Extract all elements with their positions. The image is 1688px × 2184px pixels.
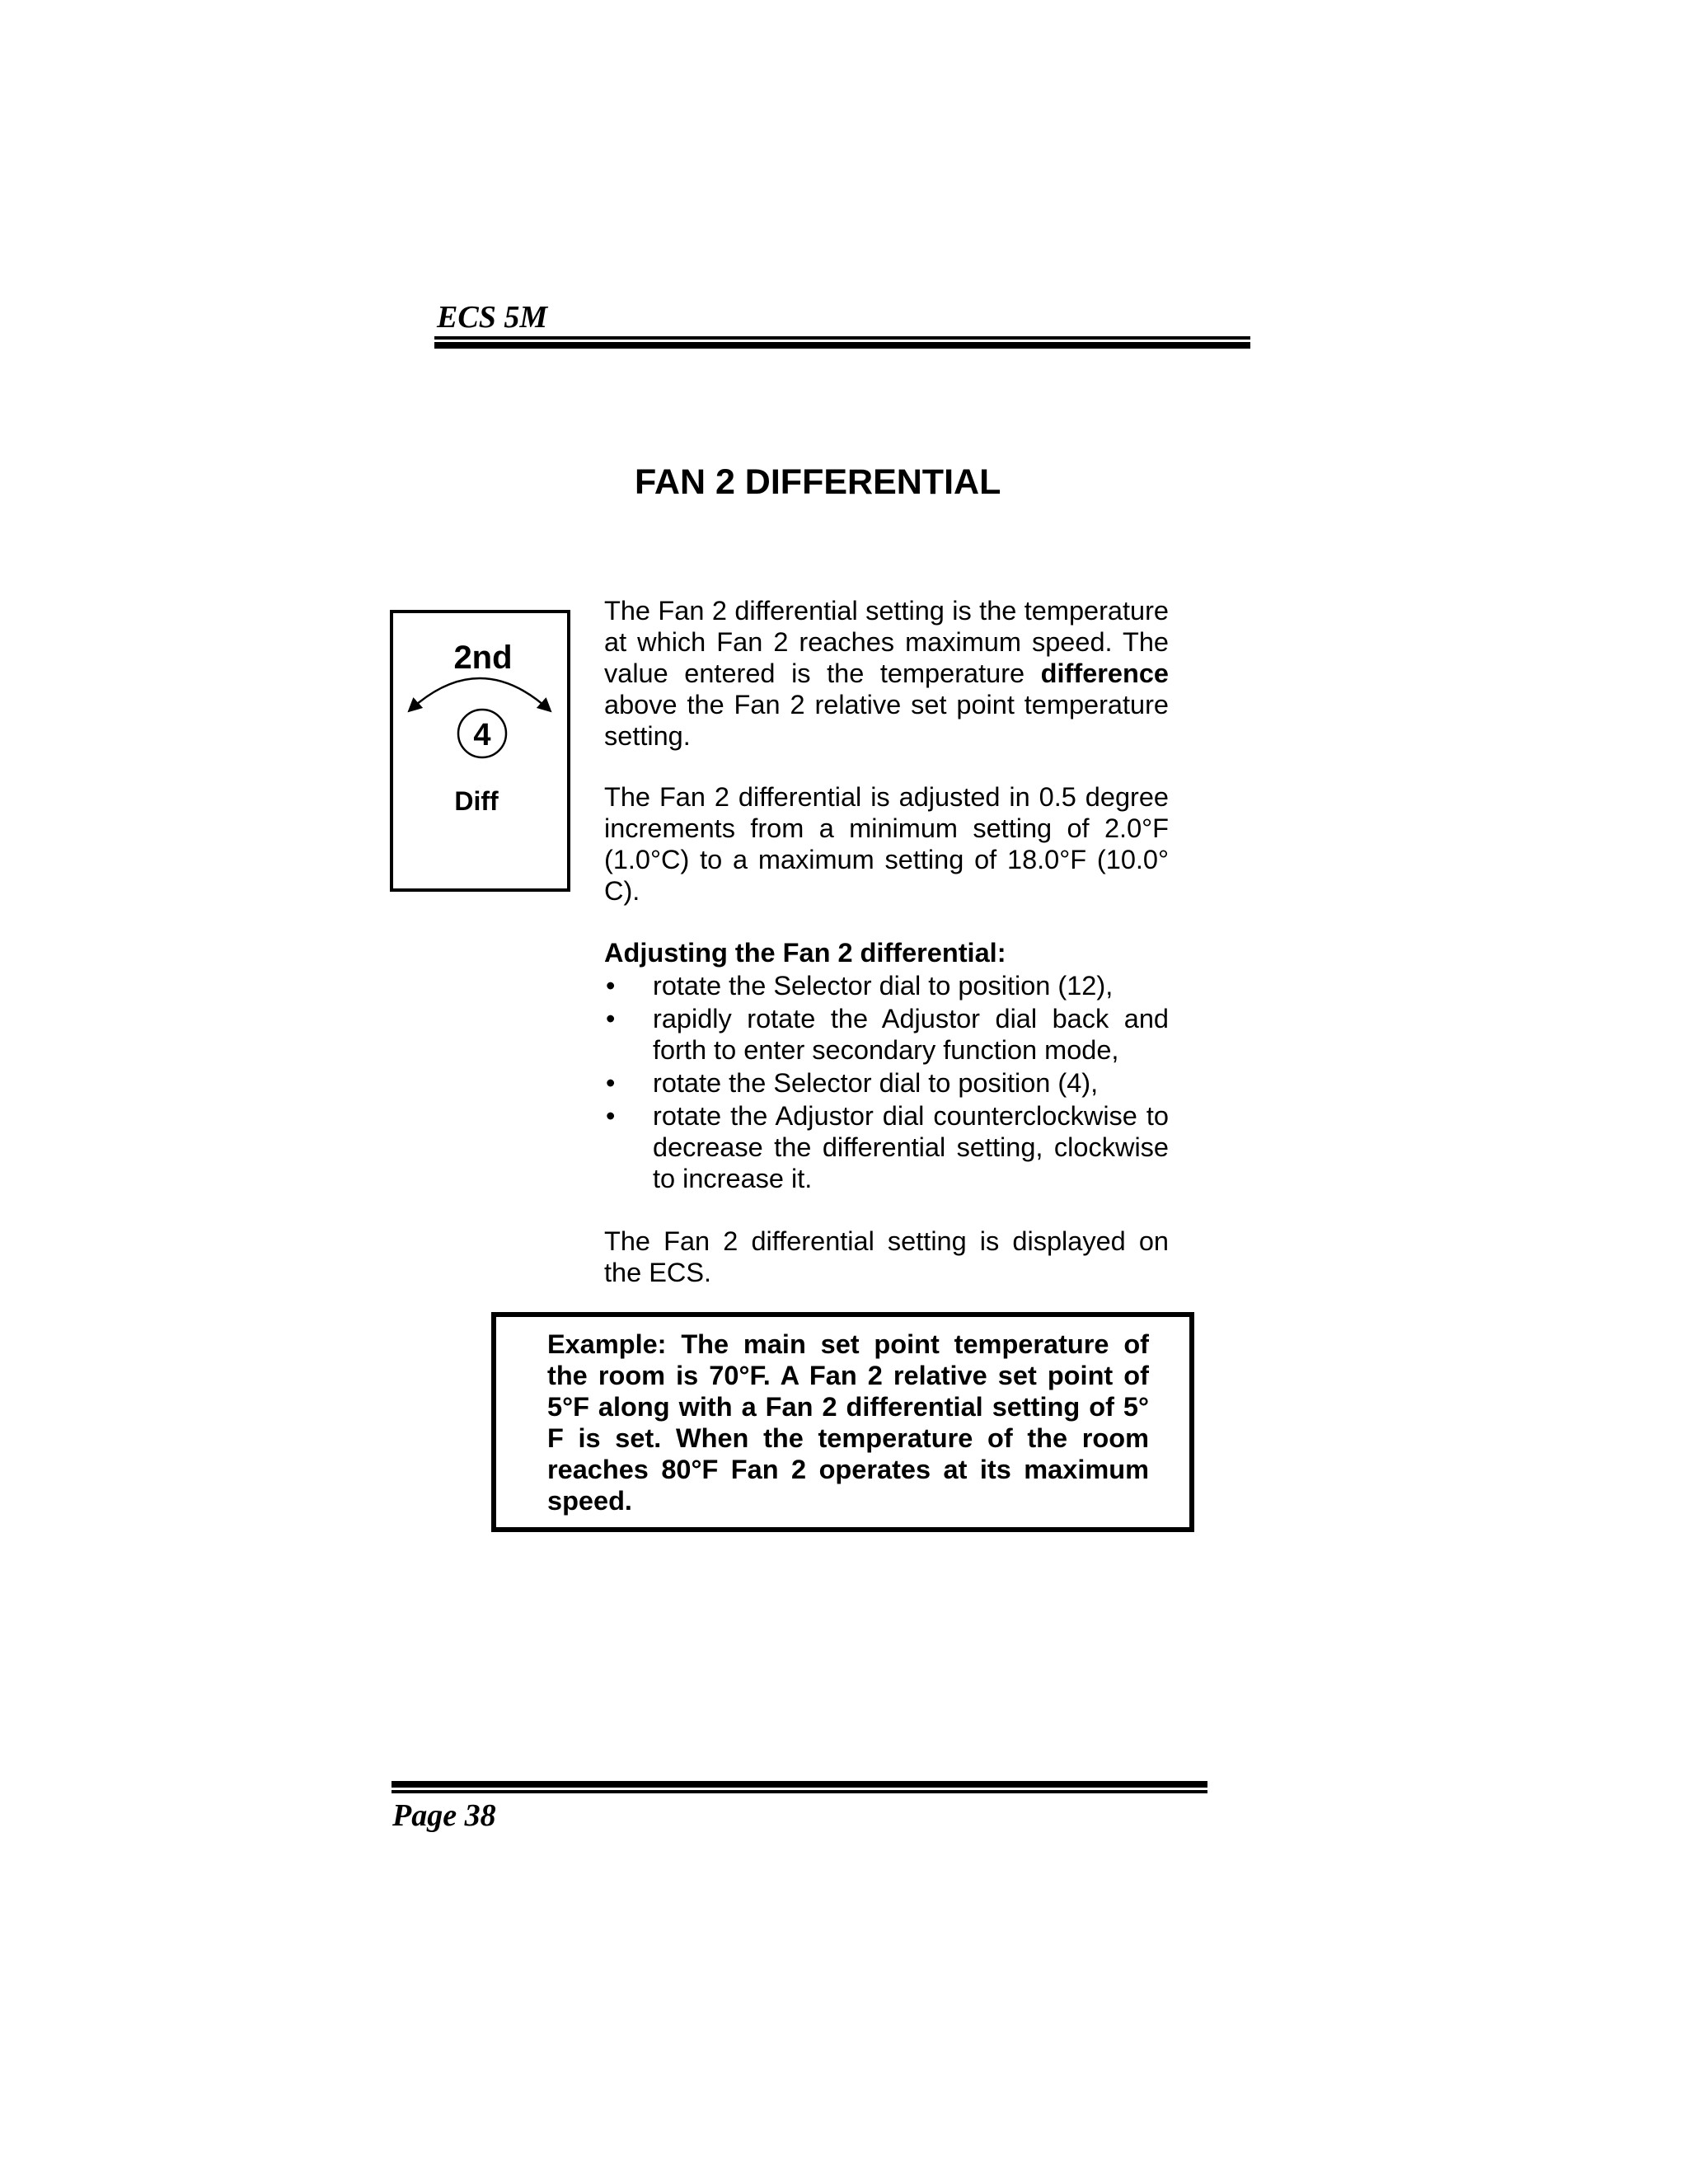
header-rule-thick [434, 342, 1250, 349]
step-text: rapidly rotate the Adjustor dial back and forth to enter secondary function mode, [653, 1004, 1169, 1065]
dial-bottom-label: Diff [454, 786, 499, 816]
footer-rule [392, 1790, 1207, 1793]
bullet-icon: • [606, 1068, 616, 1098]
dial-position-icon [390, 610, 570, 892]
intro-text-start: The Fan 2 differential setting is the temperature at which Fan 2 reaches maximum speed. The value entered is the temperature [604, 596, 1169, 688]
bullet-icon: • [606, 1101, 616, 1131]
rotation-arrow-icon [410, 678, 550, 710]
step-text: rotate the Selector dial to position (12), [653, 971, 1114, 1001]
list-item [604, 1003, 1169, 1066]
step-text: rotate the Selector dial to position (4), [653, 1068, 1099, 1098]
dial-top-label: 2nd [453, 640, 513, 676]
header-rule [434, 336, 1250, 340]
step-text: rotate the Adjustor dial counterclockwise to decrease the differential setting, clockwise to increase it. [653, 1101, 1169, 1193]
dial-position-number: 4 [473, 718, 491, 752]
example-box [491, 1312, 1194, 1532]
list-item [604, 1067, 1169, 1099]
adjust-steps-list [604, 970, 1169, 1196]
intro-text-end: above the Fan 2 relative set point temperature setting. [604, 690, 1169, 751]
intro-text-bold: difference [1040, 658, 1169, 688]
display-paragraph: The Fan 2 differential setting is displayed on the ECS. [604, 1226, 1169, 1287]
footer-rule-thick [392, 1781, 1207, 1788]
header-title: ECS 5M [437, 300, 548, 335]
list-item [604, 1100, 1169, 1194]
bullet-icon: • [606, 971, 616, 1001]
range-paragraph: The Fan 2 differential is adjusted in 0.5 degree increments from a minimum setting of 2.0°F (1.0°C) to a maximum setting of 18.0°F (10.0° C). [604, 782, 1169, 906]
dial-graphic [393, 613, 567, 888]
example-text: Example: The main set point temperature of the room is 70°F. A Fan 2 relative set point of 5°F along with a Fan 2 differential setting of 5° F is set. When the temperature of the room reaches 80°F Fan 2 operates at its maximum speed. [547, 1329, 1149, 1516]
bullet-icon: • [606, 1004, 616, 1033]
section-heading: FAN 2 DIFFERENTIAL [635, 462, 1001, 502]
intro-paragraph [604, 595, 1169, 752]
adjust-heading: Adjusting the Fan 2 differential: [604, 938, 1006, 968]
list-item [604, 970, 1169, 1001]
page-number: Page 38 [392, 1798, 496, 1833]
